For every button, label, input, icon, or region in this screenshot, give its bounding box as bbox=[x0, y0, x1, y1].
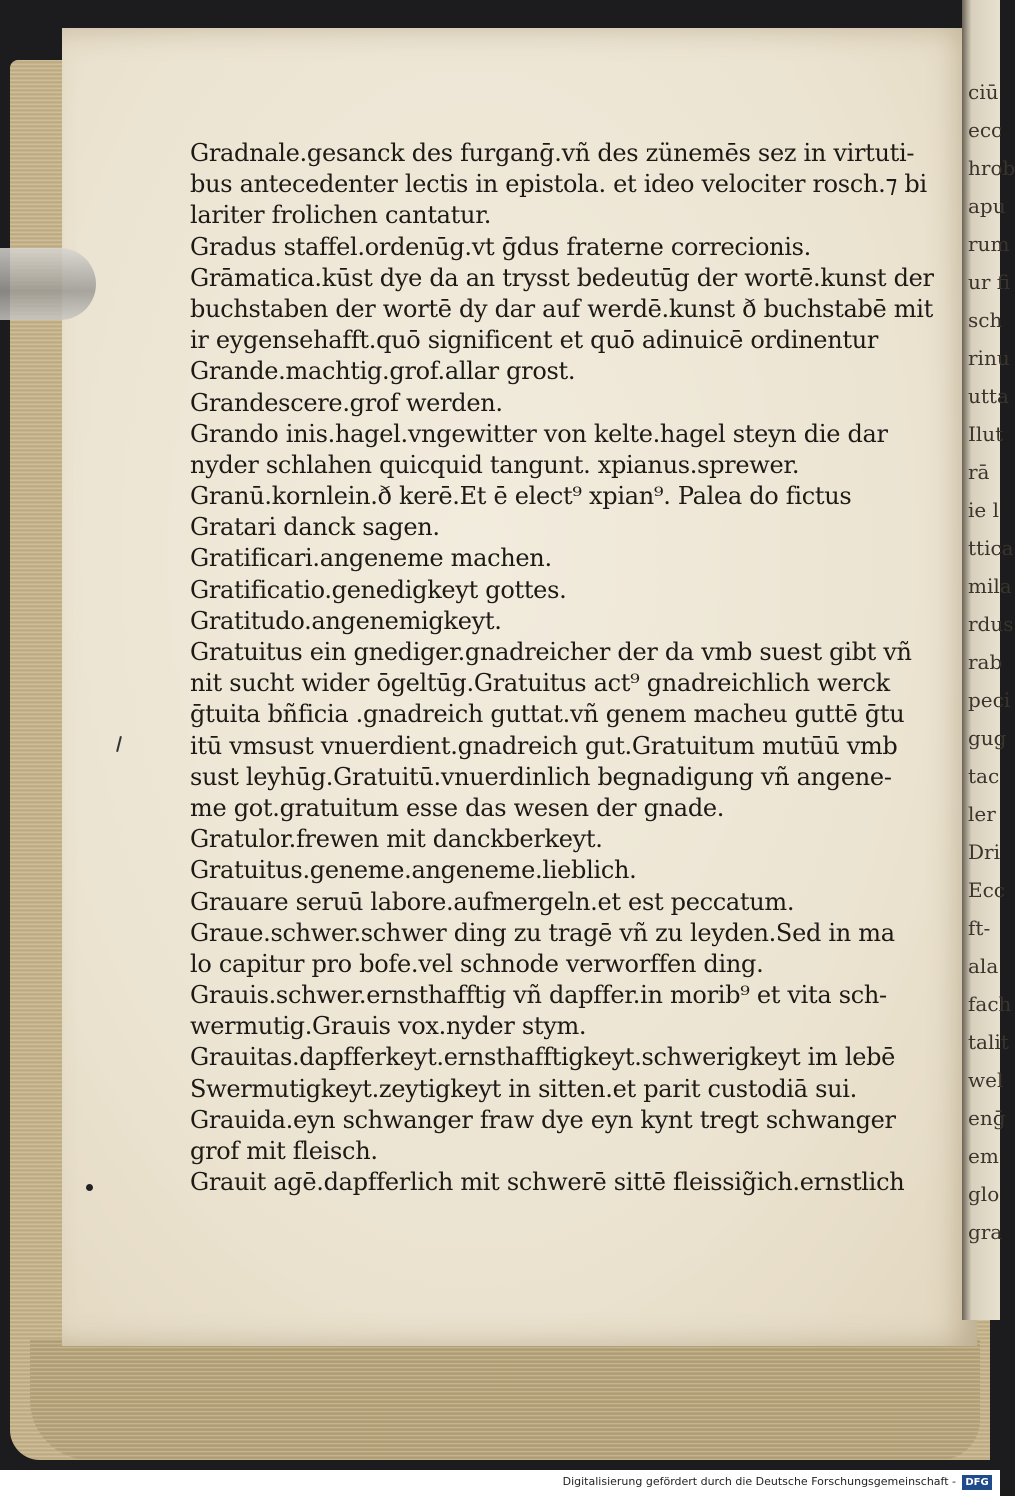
text-line: Gratuitus.geneme.angeneme.lieblich. bbox=[190, 856, 637, 885]
adjacent-text-fragment: gug bbox=[968, 726, 1007, 750]
text-line: Gratuitus ein gnediger.gnadreicher der da vmb suest gibt vñ bbox=[190, 638, 912, 666]
adjacent-text-fragment: ttica bbox=[968, 536, 1014, 560]
adjacent-text-fragment: ala bbox=[968, 954, 999, 978]
adjacent-text-fragment: ler bbox=[968, 802, 996, 826]
adjacent-text-fragment: glo bbox=[968, 1182, 1000, 1206]
text-line: nyder schlahen quicquid tangunt. xpianus.sprewer. bbox=[190, 450, 800, 479]
ink-mark bbox=[86, 1184, 93, 1191]
adjacent-text-fragment: rdus bbox=[968, 612, 1014, 636]
text-line: nit sucht wider ōgeltūg.Gratuitus act⁹ gnadreichlich werck bbox=[190, 669, 890, 698]
text-line: lariter frolichen cantatur. bbox=[190, 201, 492, 230]
text-line: itū vmsust vnuerdient.gnadreich gut.Gratuitum mutūū vmb bbox=[190, 731, 898, 760]
adjacent-text-fragment: hrob bbox=[968, 156, 1015, 180]
adjacent-text-fragment: tac bbox=[968, 764, 1000, 788]
text-line: Grauida.eyn schwanger fraw dye eyn kynt tregt schwanger bbox=[190, 1105, 896, 1134]
adjacent-page bbox=[962, 0, 1015, 1320]
adjacent-text-fragment: mila bbox=[968, 574, 1012, 598]
adjacent-text-fragment: peci bbox=[968, 688, 1011, 712]
adjacent-text-fragment: ur fi bbox=[968, 270, 1011, 294]
dfg-logo: DFG bbox=[962, 1475, 992, 1490]
text-line: Gratificatio.genedigkeyt gottes. bbox=[190, 575, 567, 604]
text-line: Grauit agē.dapfferlich mit schwerē sittē fleissig̃ich.ernstlich bbox=[190, 1168, 905, 1197]
text-line: wermutig.Grauis vox.nyder stym. bbox=[190, 1012, 587, 1041]
page-text bbox=[190, 138, 934, 1198]
text-line: Grauare seruū labore.aufmergeln.et est peccatum. bbox=[190, 887, 795, 916]
adjacent-text-fragment: rinu bbox=[968, 346, 1010, 370]
text-line: ḡtuita bñficia .gnadreich guttat.vñ genem macheu guttē ḡtu bbox=[190, 700, 905, 729]
text-line: Gradnale.gesanck des furganḡ.vñ des zünemēs sez in virtuti- bbox=[190, 139, 915, 167]
text-line: Grando inis.hagel.vngewitter von kelte.hagel steyn die dar bbox=[190, 419, 888, 448]
text-line: Grāmatica.kūst dye da an trysst bedeutūg der wortē.kunst der bbox=[190, 263, 934, 292]
text-line: lo capitur pro bofe.vel schnode verworffen ding. bbox=[190, 949, 764, 978]
adjacent-text-fragment: apu bbox=[968, 194, 1006, 218]
page-block-bottom bbox=[30, 1340, 980, 1460]
adjacent-text-fragment: ciū bbox=[968, 80, 999, 104]
text-line: grof mit fleisch. bbox=[190, 1137, 378, 1165]
text-line: Gratari danck sagen. bbox=[190, 513, 440, 542]
adjacent-text-fragment: enḡ bbox=[968, 1106, 1006, 1130]
text-line: Grauis.schwer.ernsthafftig vñ dapffer.in morib⁹ et vita sch- bbox=[190, 981, 887, 1010]
text-line: Gratulor.frewen mit danckberkeyt. bbox=[190, 825, 603, 854]
adjacent-text-fragment: utta bbox=[968, 384, 1009, 408]
text-line: sust leyhūg.Gratuitū.vnuerdinlich begnadigung vñ angene- bbox=[190, 762, 892, 791]
text-line: ir eygensehafft.quō significent et quō adinuicē ordinentur bbox=[190, 326, 879, 355]
adjacent-text-fragment: sch bbox=[968, 308, 1003, 332]
text-line: Grandescere.grof werden. bbox=[190, 388, 503, 417]
text-line: Gratitudo.angenemigkeyt. bbox=[190, 606, 502, 635]
adjacent-text-fragment: Ilut bbox=[968, 422, 1004, 446]
adjacent-text-fragment: ecc bbox=[968, 118, 1003, 142]
text-line: Grande.machtig.grof.allar grost. bbox=[190, 357, 576, 386]
adjacent-text-fragment: gra bbox=[968, 1220, 1003, 1244]
adjacent-text-fragment: em bbox=[968, 1144, 999, 1168]
text-line: buchstaben der wortē dy dar auf werdē.kunst ð buchstabē mit bbox=[190, 294, 933, 323]
adjacent-text-fragment: rā bbox=[968, 460, 990, 484]
adjacent-text-fragment: talit bbox=[968, 1030, 1009, 1054]
footer-credit: Digitalisierung gefördert durch die Deutsche Forschungsgemeinschaft - bbox=[562, 1475, 956, 1488]
page-clip bbox=[0, 248, 96, 320]
adjacent-text-fragment: rum bbox=[968, 232, 1010, 256]
text-line: bus antecedenter lectis in epistola. et ideo velociter rosch.⁊ bi bbox=[190, 170, 927, 199]
text-line: Grauitas.dapfferkeyt.ernsthafftigkeyt.schwerigkeyt im lebē bbox=[190, 1043, 896, 1072]
text-line: Gratificari.angeneme machen. bbox=[190, 544, 552, 573]
adjacent-text-fragment: wel bbox=[968, 1068, 1004, 1092]
adjacent-text-fragment: Dri bbox=[968, 840, 1000, 864]
text-line: Graue.schwer.schwer ding zu tragē vñ zu leyden.Sed in ma bbox=[190, 918, 895, 947]
adjacent-text-fragment: fach bbox=[968, 992, 1012, 1016]
footer-bar bbox=[0, 1470, 1000, 1496]
text-line: Swermutigkeyt.zeytigkeyt in sitten.et parit custodiā sui. bbox=[190, 1074, 857, 1103]
text-line: me got.gratuitum esse das wesen der gnade. bbox=[190, 793, 725, 822]
adjacent-text-fragment: ie l bbox=[968, 498, 999, 522]
adjacent-text-fragment: Ecc bbox=[968, 878, 1006, 902]
text-line: Gradus staffel.ordenūg.vt ḡdus fraterne correcionis. bbox=[190, 232, 811, 261]
text-line: Granū.kornlein.ð kerē.Et ē elect⁹ xpian⁹. Palea do fictus bbox=[190, 482, 852, 511]
adjacent-text-fragment: ft- bbox=[968, 916, 991, 940]
adjacent-text-fragment: rab bbox=[968, 650, 1003, 674]
